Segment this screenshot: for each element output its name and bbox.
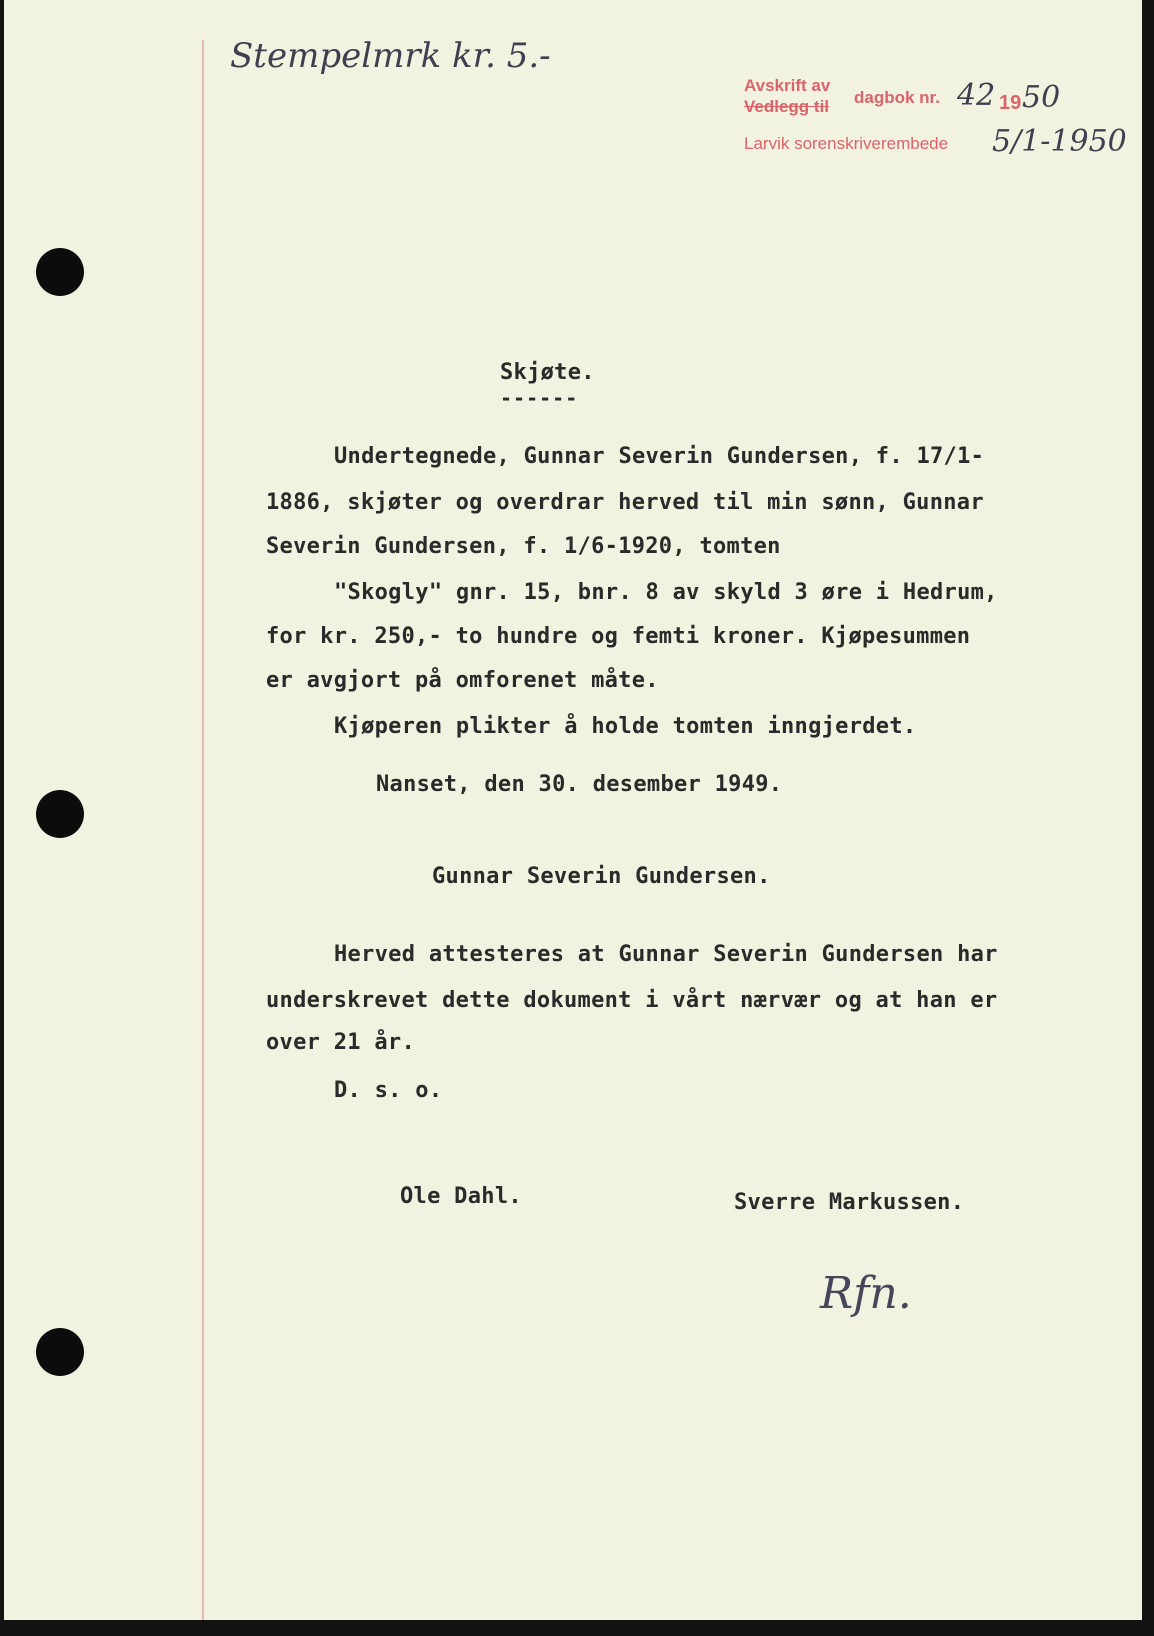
witness-1: Ole Dahl. [400,1184,522,1209]
attest-line-1: Herved attesteres at Gunnar Severin Gundersen har [334,942,998,967]
handwritten-stamp-note: Stempelmrk kr. 5.- [230,36,551,76]
punch-hole-middle [36,790,84,838]
dagbok-number: 42 [957,78,996,113]
dso-line: D. s. o. [334,1078,443,1103]
place-date-line: Nanset, den 30. desember 1949. [376,772,783,797]
stamp-year-written: 50 [1022,80,1061,115]
stamp-date-written: 5/1-1950 [992,124,1127,159]
attest-line-2: underskrevet dette dokument i vårt nærvær og at han er [266,988,998,1013]
attest-line-3: over 21 år. [266,1030,415,1055]
stamp-year-printed: 19 [999,92,1022,114]
document-page [4,0,1142,1620]
body-line-1: Undertegnede, Gunnar Severin Gundersen, f. 17/1- [334,444,985,469]
stamp-office: Larvik sorenskriverembede [744,134,949,153]
document-title: Skjøte. [500,360,595,385]
body-line-4: "Skogly" gnr. 15, bnr. 8 av skyld 3 øre i Hedrum, [334,580,998,605]
seller-signature: Gunnar Severin Gundersen. [432,864,771,889]
body-line-2: 1886, skjøter og overdrar herved til min sønn, Gunnar [266,490,984,515]
body-line-3: Severin Gundersen, f. 1/6-1920, tomten [266,534,781,559]
punch-hole-top [36,248,84,296]
stamp-line-1: Avskrift av [744,76,831,95]
margin-rule [202,40,204,1620]
body-line-6: er avgjort på omforenet måte. [266,668,659,693]
body-line-7: Kjøperen plikter å holde tomten inngjerdet. [334,714,917,739]
stamp-dagbok-label: dagbok nr. [854,88,940,107]
body-line-5: for kr. 250,- to hundre og femti kroner. Kjøpesummen [266,624,971,649]
punch-hole-bottom [36,1328,84,1376]
handwritten-initials: Rfn. [820,1268,912,1319]
witness-2: Sverre Markussen. [734,1190,965,1215]
stamp-struck-text: Vedlegg til [744,97,830,116]
title-underline: ------ [500,386,579,410]
